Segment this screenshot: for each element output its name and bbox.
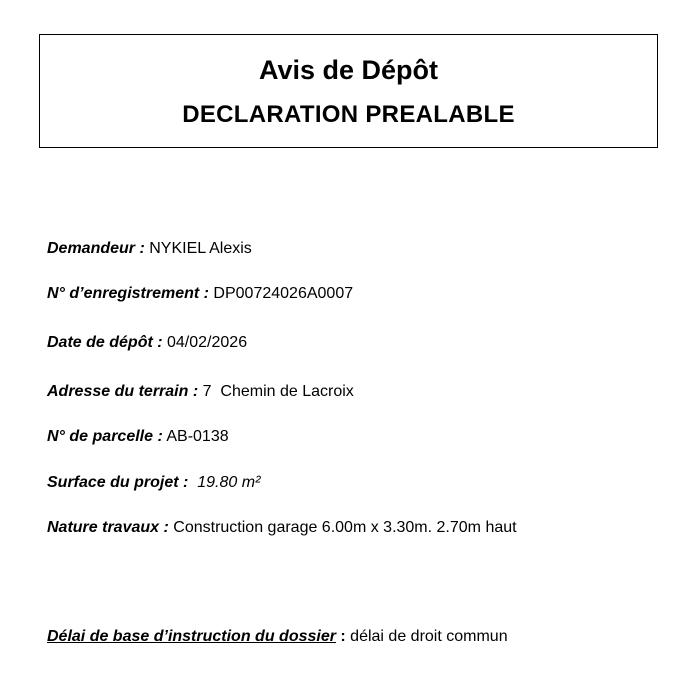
field-surface: [47, 472, 260, 494]
field-delai: [47, 626, 508, 648]
field-value-parcelle: AB-0138: [162, 428, 229, 445]
field-nature: [47, 517, 517, 539]
field-date-depot: [47, 332, 247, 354]
field-label-enregistrement: N° d’enregistrement :: [47, 285, 209, 302]
field-label-adresse: Adresse du terrain :: [47, 383, 199, 400]
field-value-enregistrement: DP00724026A0007: [208, 285, 354, 302]
document-subtitle: DECLARATION PREALABLE: [182, 101, 515, 128]
field-value-nature: Construction garage 6.00m x 3.30m. 2.70m haut: [168, 519, 517, 536]
field-parcelle: [47, 426, 229, 448]
field-label-delai: Délai de base d’instruction du dossier: [47, 628, 336, 645]
field-label-parcelle: N° de parcelle :: [47, 428, 163, 445]
field-separator-delai: :: [335, 628, 346, 645]
field-value-delai: délai de droit commun: [345, 628, 508, 645]
header-box: [39, 34, 658, 148]
field-label-demandeur: Demandeur :: [47, 240, 145, 257]
field-value-date-depot: 04/02/2026: [162, 334, 248, 351]
field-label-nature: Nature travaux :: [47, 519, 169, 536]
field-value-adresse: 7 Chemin de Lacroix: [198, 383, 354, 400]
document-title: Avis de Dépôt: [258, 55, 439, 85]
field-label-date-depot: Date de dépôt :: [47, 334, 163, 351]
field-adresse: [47, 381, 354, 403]
field-value-demandeur: NYKIEL Alexis: [144, 240, 252, 257]
field-label-surface: Surface du projet :: [47, 474, 189, 491]
field-enregistrement: [47, 283, 353, 305]
field-demandeur: [47, 238, 252, 260]
field-value-surface: 19.80 m²: [188, 474, 261, 491]
